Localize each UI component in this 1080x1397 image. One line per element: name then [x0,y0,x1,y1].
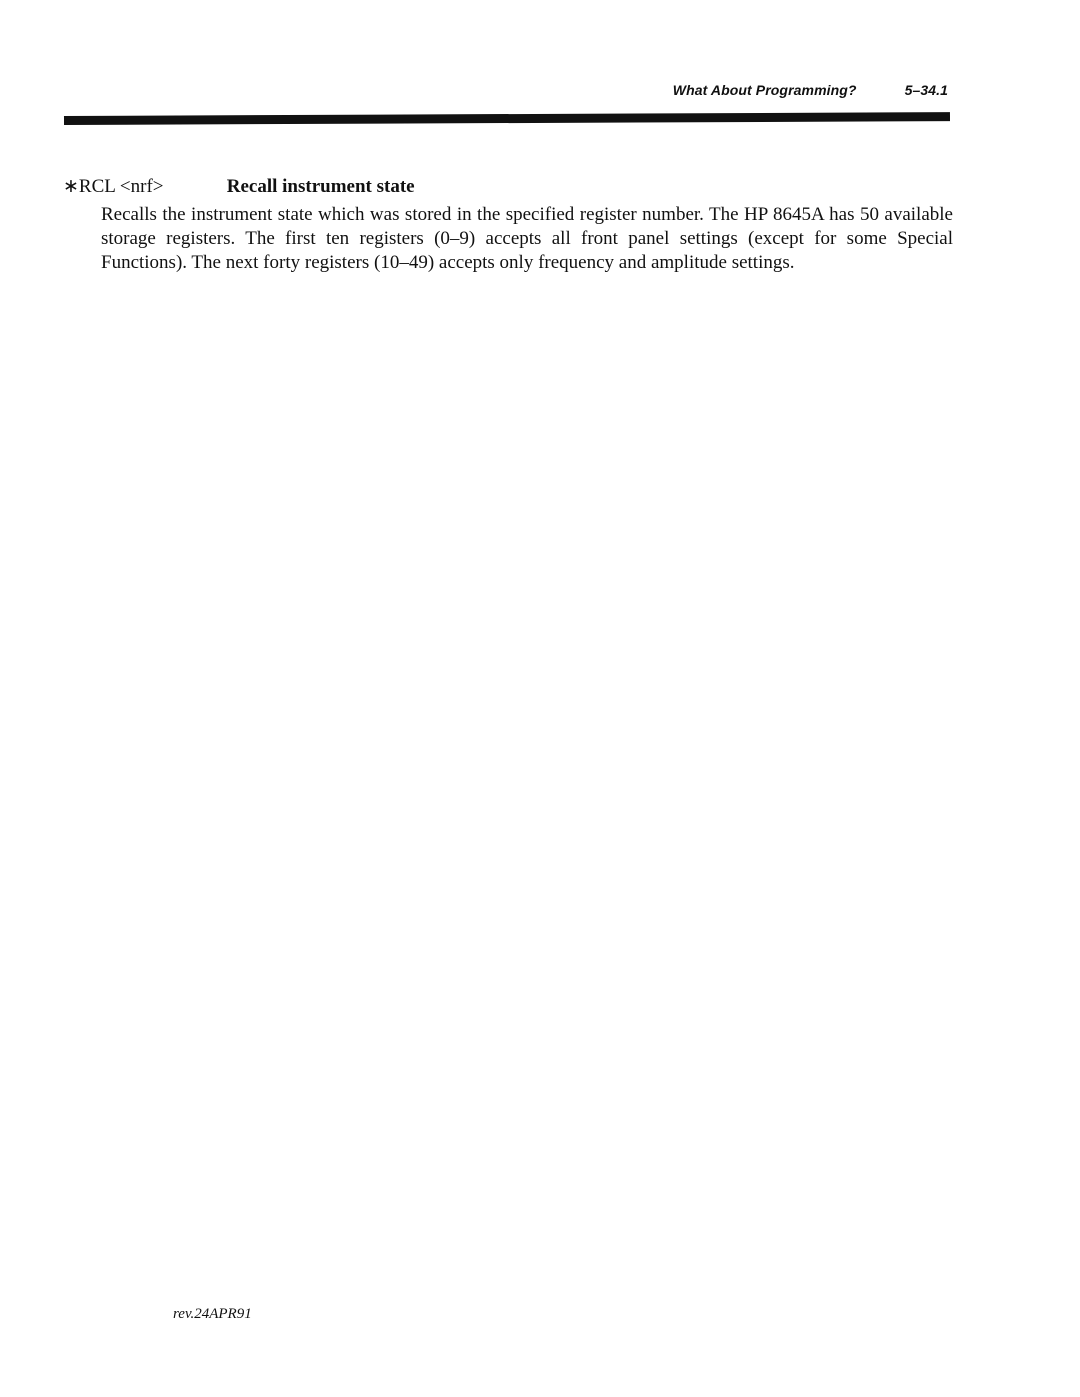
header-rule [64,112,950,125]
command-entry-heading [63,175,415,198]
command-description: Recalls the instrument state which was stored in the specified register number. The HP 8645A has 50 available storage registers. The first ten registers (0–9) accepts all front panel settings (except for some Special Functions). The next forty registers (10–49) accepts only frequency and amplitude settings. [101,204,953,273]
revision-footer: rev.24APR91 [173,1306,252,1322]
page-number: 5–34.1 [904,82,948,98]
running-head [673,82,948,98]
section-title: What About Programming? [672,82,857,98]
command-title: Recall instrument state [226,176,415,197]
command-syntax: ∗RCL <nrf> [63,176,164,197]
